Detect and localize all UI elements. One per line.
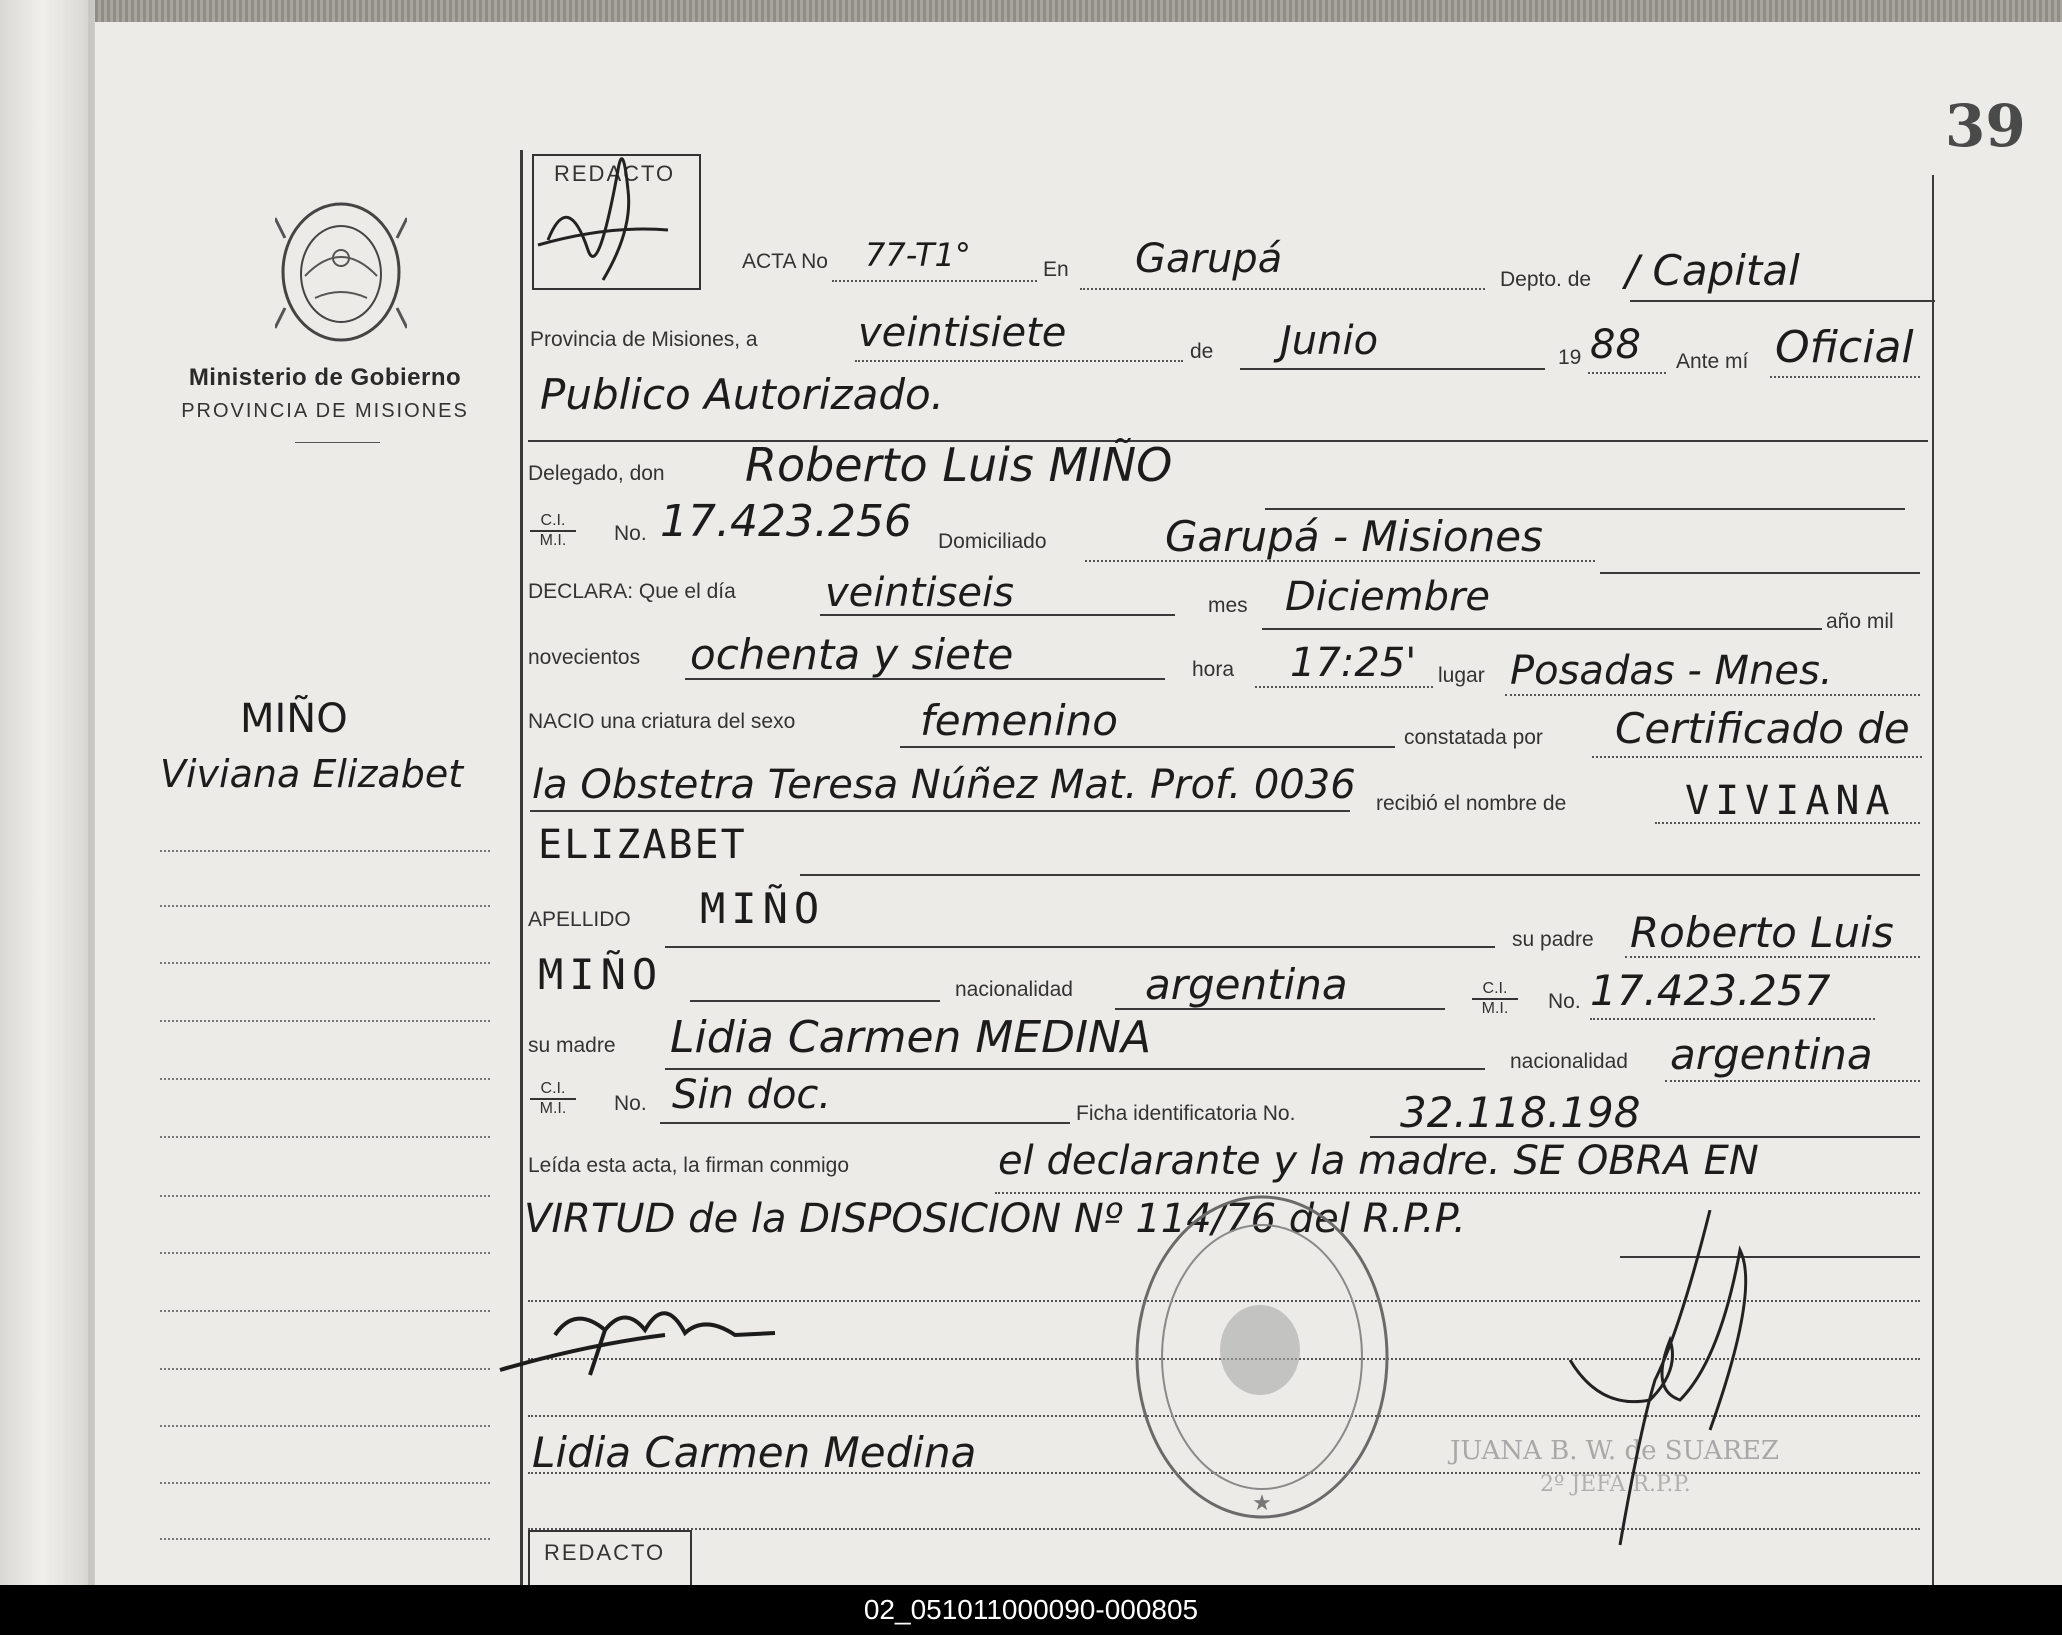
margin-line [160, 1078, 490, 1080]
padre-value-1: Roberto Luis [1630, 908, 1894, 957]
mes-value: Diciembre [1285, 574, 1491, 620]
domicilio-value: Garupá - Misiones [1165, 512, 1543, 561]
day-line [855, 360, 1183, 362]
recibio-label: recibió el nombre de [1376, 792, 1567, 815]
declara-day: veintiseis [825, 570, 1014, 616]
margin-line [160, 905, 490, 907]
padre-value-2: MIÑO [538, 950, 664, 999]
padre-label: su padre [1512, 928, 1594, 951]
day-value: veintisiete [858, 310, 1067, 356]
cloth-strip [95, 0, 2062, 22]
no-label-3: No. [614, 1092, 647, 1115]
nacionalidad-label-2: nacionalidad [1510, 1050, 1628, 1073]
ci-fraction-1: $\frac{C.I.}{M.I.}$ [530, 512, 576, 550]
mes-line [1262, 628, 1822, 630]
year-value: 88 [1590, 322, 1641, 368]
margin-line [160, 850, 490, 852]
declara-label: DECLARA: Que el día [528, 580, 736, 603]
margin-line [160, 1136, 490, 1138]
binding-edge [88, 0, 94, 1585]
acta-label: ACTA No [742, 250, 828, 273]
padre-nac-line [1115, 1008, 1445, 1010]
ante-value-2: Publico Autorizado. [540, 370, 945, 419]
year-words-line [685, 678, 1165, 680]
en-label: En [1043, 258, 1069, 281]
constatada-line [1592, 756, 1922, 758]
madre-signature: Lidia Carmen Medina [532, 1428, 977, 1477]
acta-line [832, 280, 1037, 282]
ante-value-1: Oficial [1775, 322, 1914, 373]
header-divider [295, 442, 380, 443]
provincia-label: Provincia de Misiones, a [530, 328, 758, 351]
madre-nacionalidad: argentina [1670, 1030, 1873, 1079]
year-line [1588, 372, 1666, 374]
padre-line [1625, 956, 1920, 958]
margin-line [160, 1425, 490, 1427]
madre-label: su madre [528, 1034, 616, 1057]
delegado-line [1265, 508, 1905, 510]
margin-line [160, 1368, 490, 1370]
padre-ci: 17.423.257 [1590, 966, 1831, 1015]
province-subtitle: PROVINCIA DE MISIONES [181, 400, 469, 422]
margin-line [160, 962, 490, 964]
margin-given-names: Viviana Elizabet [160, 752, 464, 796]
nacionalidad-label-1: nacionalidad [955, 978, 1073, 1001]
margin-surname: MIÑO [240, 696, 348, 742]
redacto-label-next: REDACTO [544, 1540, 666, 1565]
nombre-value-2: ELIZABET [538, 822, 747, 868]
book-binding [0, 0, 95, 1585]
official-signature [1560, 1210, 1780, 1550]
row-line [528, 440, 1928, 442]
nacio-label: NACIO una criatura del sexo [528, 710, 796, 733]
madre-value: Lidia Carmen MEDINA [670, 1012, 1152, 1063]
margin-line [160, 1020, 490, 1022]
madre-line [665, 1068, 1485, 1070]
nombre-line-2 [800, 874, 1920, 876]
official-stamp-name: JUANA B. W. de SUAREZ [1450, 1436, 1780, 1466]
padre-line-2 [690, 1000, 940, 1002]
margin-line [160, 1252, 490, 1254]
no-label-1: No. [614, 522, 647, 545]
svg-text:★: ★ [1252, 1490, 1272, 1515]
en-line [1080, 288, 1485, 290]
depto-value: / Capital [1625, 246, 1800, 295]
redacto-initials-signature [528, 130, 678, 300]
month-value: Junio [1280, 318, 1379, 364]
apellido-label: APELLIDO [528, 908, 631, 931]
margin-line [160, 1538, 490, 1540]
anio-label: año mil [1826, 610, 1894, 633]
margin-line [160, 1310, 490, 1312]
de-label: de [1190, 340, 1214, 363]
padre-nacionalidad: argentina [1145, 960, 1348, 1009]
madre-ci-line [660, 1122, 1070, 1124]
nombre-value-1: VIVIANA [1685, 778, 1896, 824]
page-number: 39 [1945, 92, 2026, 160]
redacto-label: REDACTO [554, 161, 676, 186]
official-stamp-title: 2º JEFA R.P.P. [1540, 1472, 1691, 1497]
margin-line [160, 1482, 490, 1484]
ci-fraction-3: $\frac{C.I.}{M.I.}$ [530, 1080, 576, 1118]
domicilio-label: Domiciliado [938, 530, 1047, 553]
acta-value: 77-T1° [865, 236, 971, 274]
leida-value-1: el declarante y la madre. SE OBRA EN [998, 1138, 1759, 1184]
declara-day-line [820, 614, 1175, 616]
ci-value: 17.423.256 [660, 496, 912, 547]
nombre-line [1655, 822, 1920, 824]
margin-line [160, 1195, 490, 1197]
lugar-line [1505, 694, 1920, 696]
province-crest-icon [275, 198, 407, 346]
mes-label: mes [1208, 594, 1248, 617]
madre-nac-line [1665, 1080, 1920, 1082]
constatada-line-2 [530, 810, 1350, 812]
right-border [1932, 175, 1934, 1585]
lugar-label: lugar [1438, 664, 1485, 687]
sexo-value: femenino [920, 696, 1118, 745]
ministry-title: Ministerio de Gobierno [188, 364, 462, 391]
ante-line [1770, 376, 1920, 378]
month-line [1240, 368, 1545, 370]
hora-label: hora [1192, 658, 1235, 681]
year-prefix: 19 [1558, 346, 1582, 369]
apellido-value: MIÑO [700, 884, 826, 933]
novecientos-label: novecientos [528, 646, 641, 669]
madre-ci: Sin doc. [672, 1072, 832, 1118]
depto-label: Depto. de [1500, 268, 1592, 291]
ante-label: Ante mí [1676, 350, 1749, 373]
constatada-value-2: la Obstetra Teresa Núñez Mat. Prof. 0036 [532, 762, 1356, 808]
depto-line [1630, 300, 1935, 302]
hora-line [1255, 686, 1433, 688]
no-label-2: No. [1548, 990, 1581, 1013]
leida-value-2: VIRTUD de la DISPOSICION Nº 114/76 del R.P.P. [524, 1196, 1466, 1242]
ficha-label: Ficha identificatoria No. [1076, 1102, 1296, 1125]
delegado-value: Roberto Luis MIÑO [745, 438, 1173, 492]
sexo-line [900, 746, 1395, 748]
lugar-value: Posadas - Mnes. [1510, 648, 1833, 694]
en-value: Garupá [1135, 236, 1283, 282]
domicilio-line-2 [1600, 572, 1920, 574]
leida-label: Leída esta acta, la firman conmigo [528, 1154, 850, 1177]
apellido-line [665, 946, 1495, 948]
delegado-label: Delegado, don [528, 462, 665, 485]
official-seal-stamp [1130, 1190, 1395, 1525]
hora-value: 17:25' [1290, 640, 1417, 686]
ficha-value: 32.118.198 [1400, 1088, 1641, 1137]
image-id-footer: 02_051011000090-000805 [0, 1585, 2062, 1635]
constatada-value-1: Certificado de [1615, 704, 1910, 753]
declarante-signature-text [580, 1312, 794, 1352]
ci-fraction-2: $\frac{C.I.}{M.I.}$ [1472, 980, 1518, 1018]
padre-ci-line [1590, 1018, 1875, 1020]
domicilio-line [1085, 560, 1595, 562]
constatada-label: constatada por [1404, 726, 1543, 749]
year-words: ochenta y siete [690, 630, 1014, 679]
